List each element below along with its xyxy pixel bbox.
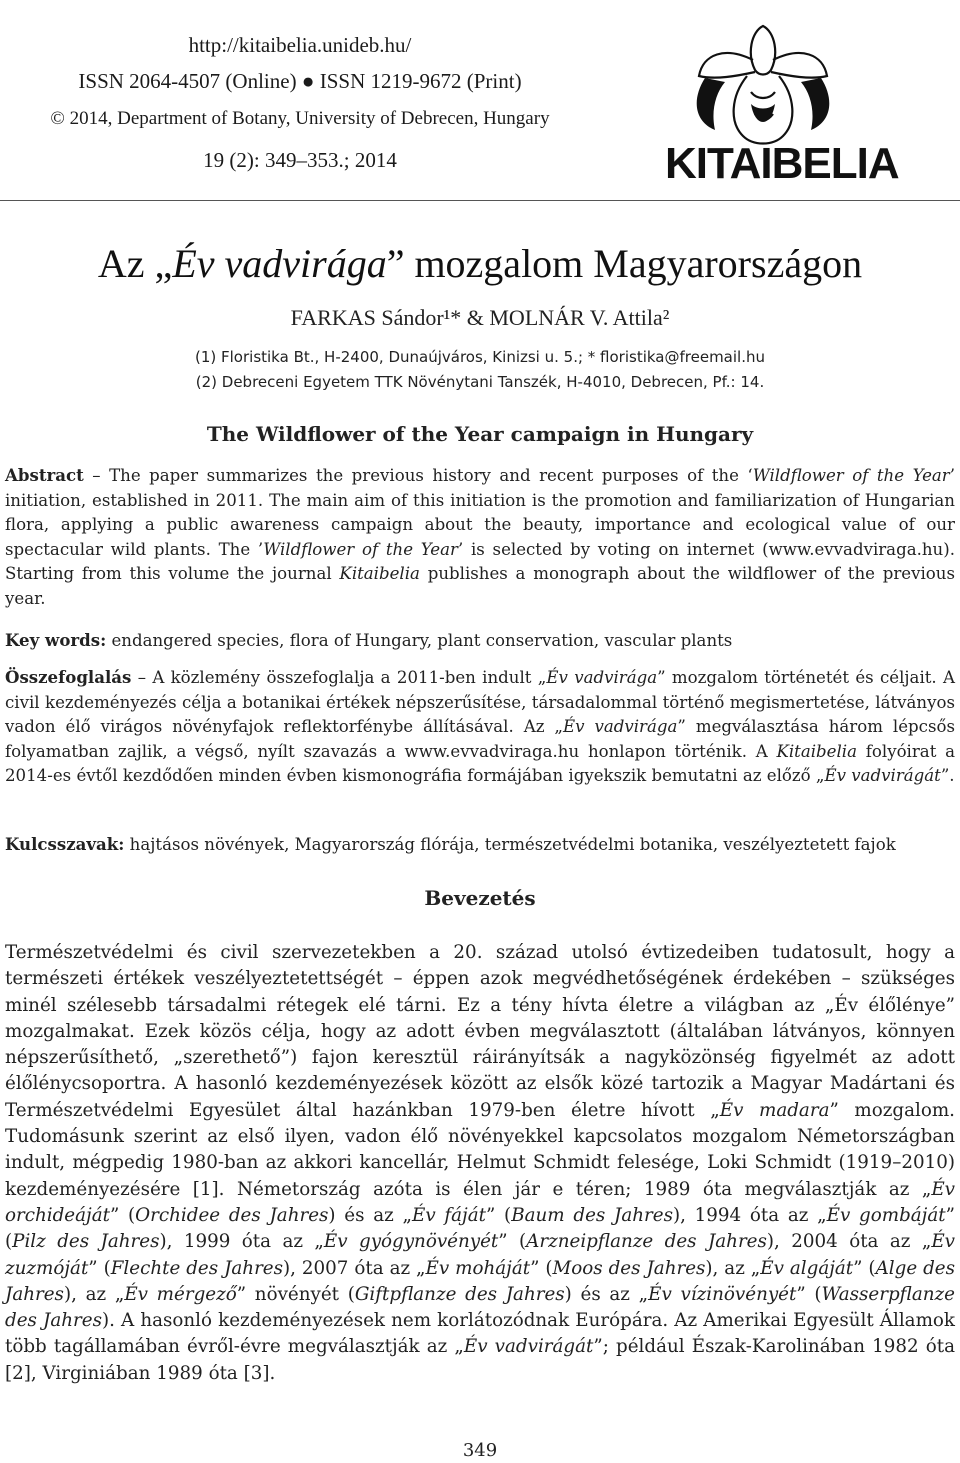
keywords: Key words: endangered species, flora of Hungary, plant conservation, vascular plants — [5, 630, 733, 650]
kitaibelia-logo — [655, 18, 899, 188]
logo-text: KITAIBELIA — [665, 139, 899, 188]
intro-paragraph: Természetvédelmi és civil szervezetekben a 20. század utolsó évtizedeiben tudatosult, hogy a természeti értékek veszélyeztetettségét – éppen azok megvédhetőségének érdekében – szükséges minél szélesebb társadalmi rétegek elé tárni. Ez a tény hívta életre a világban az „Év élőlénye” mozgalmakat. Ezek közös célja, hogy az adott évben megválasztott (általában látványos, könnyen népszerűsíthető, „szerethető”) fajon keresztül ráirányítsák a nagyközönség figyelmét az adott élőlénycsoportra. A hasonló kezdeményezések között az elsők közé tartozik a Magyar Madártani és Természetvédelmi Egyesület által hazánkban 1979-ben életre hívott „Év madara” mozgalom. Tudomásunk szerint az első ilyen, vadon élő növényekkel kapcsolatos mozgalom Németországban indult, mégpedig 1980-ban az akkori kancellár, Helmut Schmidt felesége, Loki Schmidt (1919–2010) kezdeményezésére [1]. Németország azóta is élen jár e téren; 1989 óta megválasztják az „Év orchideáját” (Orchidee des Jahres) és az „Év fáját” (Baum des Jahres), 1994 óta az „Év gombáját” (Pilz des Jahres), 1999 óta az „Év gyógynövényét” (Arzneipflanze des Jahres), 2004 óta az „Év zuzmóját” (Flechte des Jahres), 2007 óta az „Év moháját” (Moos des Jahres), az „Év algáját” (Alge des Jahres), az „Év mérgező” növényét (Giftpflanze des Jahres) és az „Év vízinövényét” (Wasserpflanze des Jahres). A hasonló kezdeményezések nem korlátozódnak Európára. Az Amerikai Egyesült Államok több tagállamában évről-évre megválasztják az „Év vadvirágát”; például Észak-Karolinában 1982 óta [2], Virginiában 1989 óta [3]. — [5, 942, 956, 1384]
page-number: 349 — [462, 1440, 498, 1461]
english-title: The Wildflower of the Year campaign in Hungary — [206, 422, 754, 446]
journal-url[interactable]: http://kitaibelia.unideb.hu/ — [188, 33, 412, 57]
section-heading: Bevezetés — [424, 886, 536, 910]
volume-line: 19 (2): 349–353.; 2014 — [203, 148, 397, 172]
orchid-icon — [655, 18, 899, 188]
affiliation-2: (2) Debreceni Egyetem TTK Növénytani Tanszék, H-4010, Debrecen, Pf.: 14. — [195, 373, 765, 391]
kulcsszavak: Kulcsszavak: hajtásos növények, Magyarország flórája, természetvédelmi botanika, veszélyeztetett fajok — [5, 834, 896, 854]
issn-line: ISSN 2064-4507 (Online) ● ISSN 1219-9672 (Print) — [78, 69, 522, 93]
summary: Összefoglalás – A közlemény összefoglalja a 2011-ben indult „Év vadvirága” mozgalom történetét és céljait. A civil kezdeményezés célja a botanikai értékek népszerűsítése, társadalommal történő megismertetése, látványos vadon élő virágos növényfajok reflektorfénybe állításával. Az „Év vadvirága” megválasztása három lépcsős folyamatban zajlik, a végső, nyílt szavazás a www.evvadviraga.hu honlapon történik. A Kitaibelia folyóirat a 2014-es évtől kezdődően minden évben kismonográfia formájában igyekszik bemutatni az előző „Év vadvirágát”. — [5, 667, 956, 785]
header-rule — [0, 200, 960, 201]
affiliation-1: (1) Floristika Bt., H-2400, Dunaújváros, Kinizsi u. 5.; * floristika@freemail.hu — [195, 348, 765, 366]
abstract: Abstract – The paper summarizes the previous history and recent purposes of the ‘Wildflower of the Year’ initiation, established in 2011. The main aim of this initiation is the promotion and familiarization of Hungarian flora, applying a public awareness campaign about the beauty, importance and ecological value of our spectacular wild plants. The ’Wildflower of the Year’ is selected by voting on internet (www.evvadviraga.hu). Starting from this volume the journal Kitaibelia publishes a monograph about the wildflower of the previous year. — [5, 465, 956, 608]
copyright-line: © 2014, Department of Botany, University of Debrecen, Hungary — [50, 108, 550, 129]
authors: FARKAS Sándor¹* & MOLNÁR V. Attila² — [290, 305, 670, 330]
paper-title: Az „Év vadvirága” mozgalom Magyarországon — [97, 241, 863, 286]
